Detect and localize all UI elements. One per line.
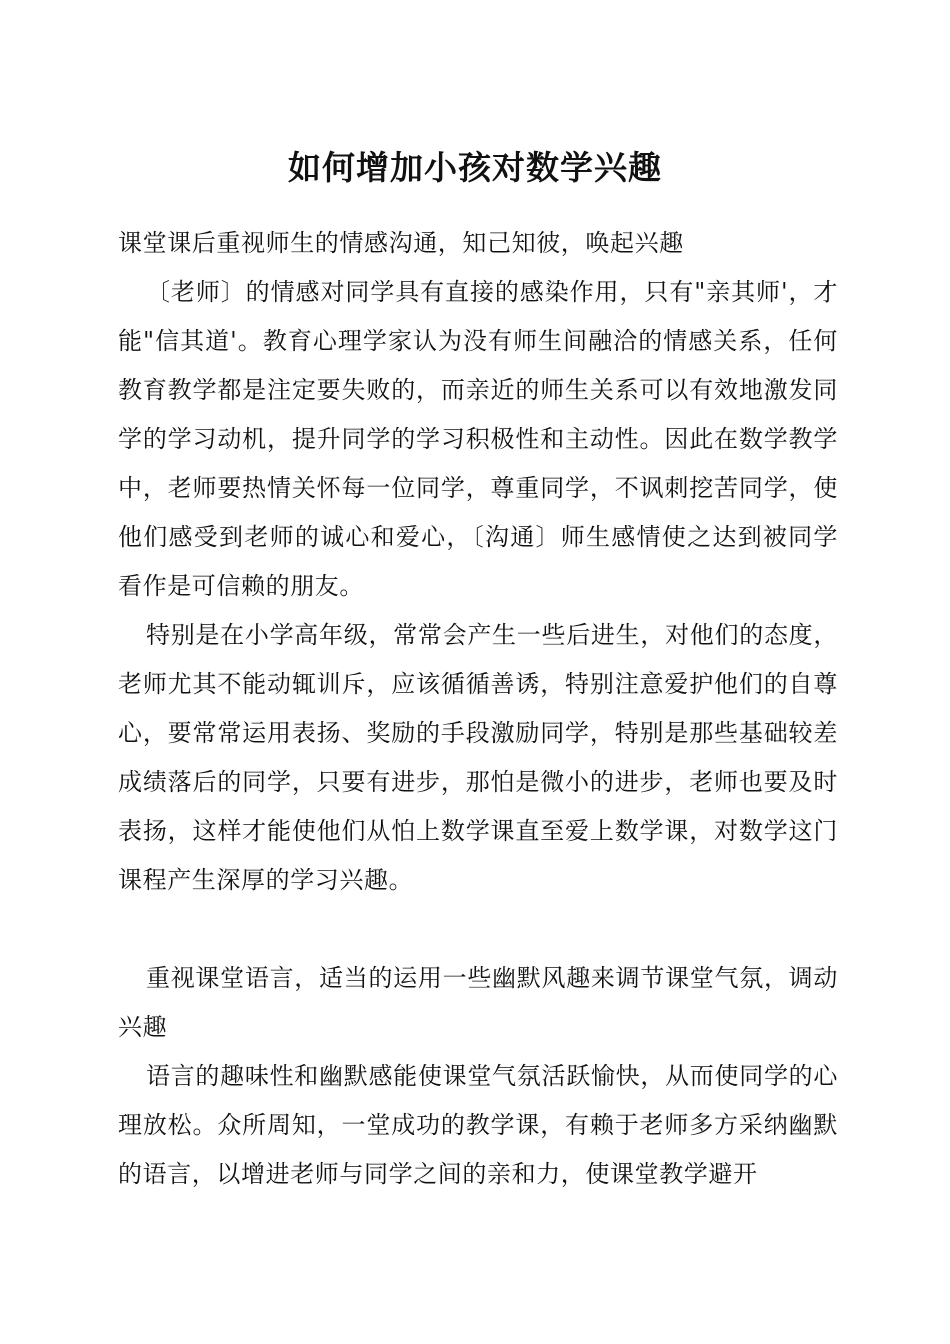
section-heading-2: 重视课堂语言，适当的运用一些幽默风趣来调节课堂气氛，调动兴趣 [118,964,838,1041]
document-body [118,219,838,1199]
paragraph-2: 特别是在小学高年级，常常会产生一些后进生，对他们的态度，老师尤其不能动辄训斥，应该循循善诱，特别注意爱护他们的自尊心，要常常运用表扬、奖励的手段激励同学，特别是那些基础较差成绩落后的同学，只要有进步，那怕是微小的进步，老师也要及时表扬，这样才能使他们从怕上数学课直至爱上数学课，对数学这门课程产生深厚的学习兴趣。 [118,621,838,894]
document-title: 如何增加小孩对数学兴趣 [288,148,662,187]
section-heading-1: 课堂课后重视师生的情感沟通，知己知彼，唤起兴趣 [118,229,684,257]
paragraph-spacer [118,905,838,954]
paragraph-1: 〔老师〕的情感对同学具有直接的感染作用，只有"亲其师'，才能"信其道'。教育心理学家认为没有师生间融洽的情感关系，任何教育教学都是注定要失败的，而亲近的师生关系可以有效地激发同学的学习动机，提升同学的学习积极性和主动性。因此在数学教学中，老师要热情关怀每一位同学，尊重同学，不讽刺挖苦同学，使他们感受到老师的诚心和爱心，〔沟通〕师生感情使之达到被同学看作是可信赖的朋友。 [118,278,838,600]
paragraph-3: 语言的趣味性和幽默感能使课堂气氛活跃愉快，从而使同学的心理放松。众所周知，一堂成功的教学课，有赖于老师多方采纳幽默的语言，以增进老师与同学之间的亲和力，使课堂教学避开 [118,1062,838,1188]
